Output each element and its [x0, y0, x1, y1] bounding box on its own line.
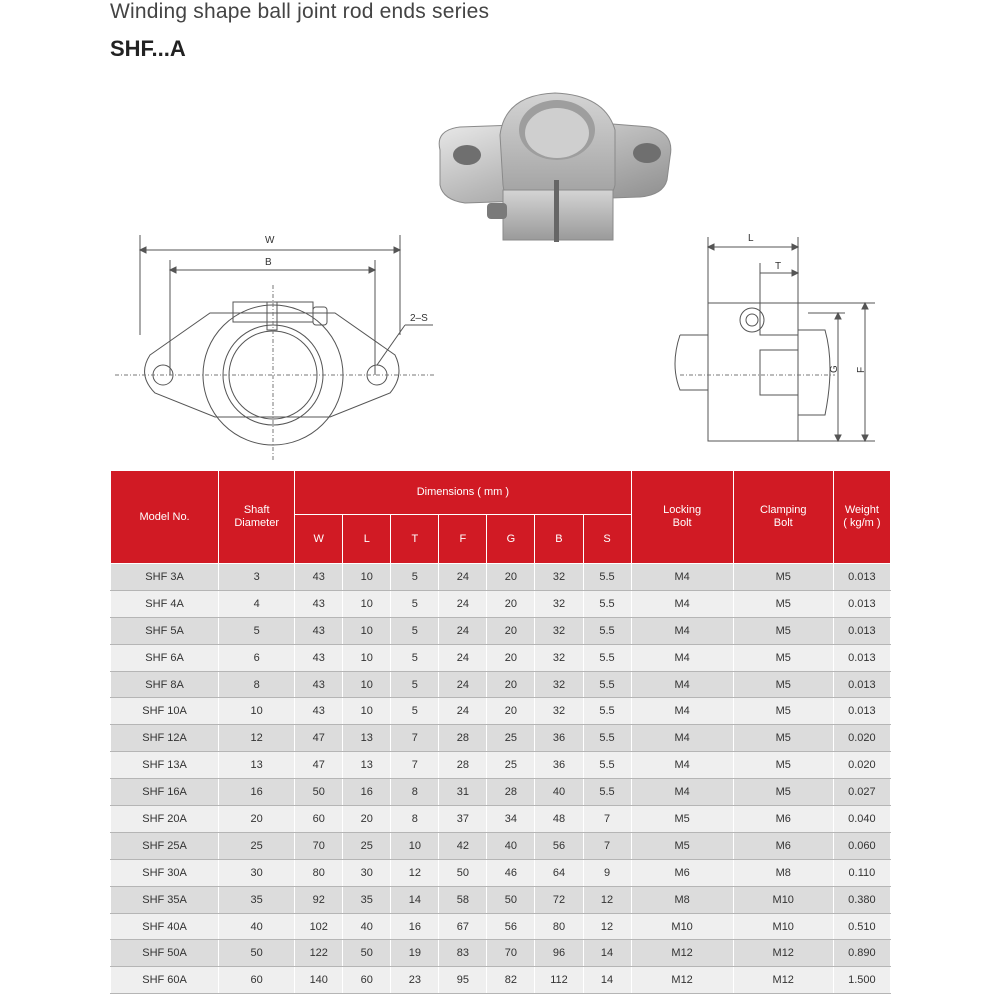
cell-model: SHF 50A [111, 940, 219, 967]
cell-shaft-diameter: 50 [219, 940, 295, 967]
cell-s: 7 [583, 832, 631, 859]
cell-l: 30 [343, 859, 391, 886]
cell-g: 50 [487, 886, 535, 913]
cell-w: 102 [295, 913, 343, 940]
cell-locking-bolt: M6 [631, 859, 733, 886]
cell-t: 5 [391, 617, 439, 644]
cell-clamping-bolt: M5 [733, 617, 833, 644]
cell-weight: 0.380 [833, 886, 890, 913]
cell-model: SHF 5A [111, 617, 219, 644]
dim-label-b: B [265, 257, 272, 268]
cell-g: 20 [487, 644, 535, 671]
table-row [111, 725, 891, 752]
cell-locking-bolt: M4 [631, 590, 733, 617]
cell-weight: 1.500 [833, 967, 890, 994]
cell-weight: 0.013 [833, 644, 890, 671]
cell-s: 12 [583, 913, 631, 940]
cell-f: 28 [439, 725, 487, 752]
dim-label-s: 2–S [410, 313, 428, 324]
cell-model: SHF 13A [111, 752, 219, 779]
cell-shaft-diameter: 16 [219, 779, 295, 806]
cell-b: 32 [535, 617, 583, 644]
cell-s: 5.5 [583, 752, 631, 779]
cell-w: 50 [295, 779, 343, 806]
cell-t: 5 [391, 564, 439, 591]
cell-model: SHF 3A [111, 564, 219, 591]
cell-shaft-diameter: 60 [219, 967, 295, 994]
cell-locking-bolt: M4 [631, 644, 733, 671]
dim-label-f: F [856, 366, 867, 373]
cell-s: 5.5 [583, 564, 631, 591]
cell-f: 24 [439, 564, 487, 591]
cell-shaft-diameter: 3 [219, 564, 295, 591]
cell-weight: 0.013 [833, 617, 890, 644]
cell-f: 83 [439, 940, 487, 967]
table-row [111, 671, 891, 698]
cell-weight: 0.890 [833, 940, 890, 967]
dim-label-g: G [829, 365, 840, 373]
cell-w: 43 [295, 590, 343, 617]
cell-model: SHF 30A [111, 859, 219, 886]
dim-label-l: L [748, 233, 754, 244]
cell-clamping-bolt: M6 [733, 832, 833, 859]
cell-b: 32 [535, 671, 583, 698]
table-row [111, 859, 891, 886]
cell-shaft-diameter: 5 [219, 617, 295, 644]
cell-f: 24 [439, 617, 487, 644]
cell-s: 5.5 [583, 725, 631, 752]
cell-model: SHF 8A [111, 671, 219, 698]
cell-weight: 0.510 [833, 913, 890, 940]
cell-b: 36 [535, 725, 583, 752]
cell-s: 12 [583, 886, 631, 913]
cell-t: 19 [391, 940, 439, 967]
cell-locking-bolt: M12 [631, 967, 733, 994]
header-dimensions: Dimensions ( mm ) [295, 471, 631, 515]
cell-locking-bolt: M4 [631, 698, 733, 725]
cell-b: 36 [535, 752, 583, 779]
cell-w: 60 [295, 806, 343, 833]
table-row [111, 644, 891, 671]
cell-f: 37 [439, 806, 487, 833]
dim-label-t: T [775, 261, 782, 272]
cell-g: 25 [487, 725, 535, 752]
cell-s: 5.5 [583, 644, 631, 671]
cell-s: 5.5 [583, 671, 631, 698]
table-row [111, 806, 891, 833]
cell-shaft-diameter: 13 [219, 752, 295, 779]
cell-l: 35 [343, 886, 391, 913]
header-dim-l: L [343, 515, 391, 564]
cell-weight: 0.013 [833, 590, 890, 617]
header-locking-bolt: Locking Bolt [631, 471, 733, 564]
cell-shaft-diameter: 8 [219, 671, 295, 698]
table-row [111, 779, 891, 806]
cell-locking-bolt: M4 [631, 779, 733, 806]
cell-w: 43 [295, 617, 343, 644]
cell-weight: 0.110 [833, 859, 890, 886]
cell-w: 47 [295, 725, 343, 752]
cell-w: 43 [295, 644, 343, 671]
table-row [111, 752, 891, 779]
header-weight: Weight ( kg/m ) [833, 471, 890, 564]
cell-b: 56 [535, 832, 583, 859]
cell-clamping-bolt: M5 [733, 698, 833, 725]
cell-locking-bolt: M5 [631, 832, 733, 859]
table-row [111, 913, 891, 940]
cell-t: 10 [391, 832, 439, 859]
cell-t: 8 [391, 779, 439, 806]
cell-clamping-bolt: M10 [733, 886, 833, 913]
cell-clamping-bolt: M5 [733, 725, 833, 752]
cell-l: 25 [343, 832, 391, 859]
cell-b: 48 [535, 806, 583, 833]
cell-g: 20 [487, 564, 535, 591]
cell-g: 20 [487, 617, 535, 644]
cell-g: 40 [487, 832, 535, 859]
cell-s: 5.5 [583, 698, 631, 725]
cell-w: 43 [295, 671, 343, 698]
table-row [111, 590, 891, 617]
cell-s: 14 [583, 967, 631, 994]
cell-clamping-bolt: M12 [733, 967, 833, 994]
header-dim-f: F [439, 515, 487, 564]
table-row [111, 967, 891, 994]
cell-b: 80 [535, 913, 583, 940]
cell-w: 47 [295, 752, 343, 779]
cell-b: 96 [535, 940, 583, 967]
cell-shaft-diameter: 10 [219, 698, 295, 725]
cell-model: SHF 25A [111, 832, 219, 859]
cell-locking-bolt: M4 [631, 617, 733, 644]
header-model: Model No. [111, 471, 219, 564]
cell-clamping-bolt: M5 [733, 779, 833, 806]
cell-s: 14 [583, 940, 631, 967]
cell-b: 32 [535, 644, 583, 671]
page-title: Winding shape ball joint rod ends series [110, 0, 490, 23]
cell-model: SHF 10A [111, 698, 219, 725]
cell-clamping-bolt: M12 [733, 940, 833, 967]
cell-t: 5 [391, 644, 439, 671]
cell-shaft-diameter: 12 [219, 725, 295, 752]
cell-b: 40 [535, 779, 583, 806]
cell-g: 20 [487, 671, 535, 698]
cell-f: 31 [439, 779, 487, 806]
header-dim-t: T [391, 515, 439, 564]
cell-f: 24 [439, 671, 487, 698]
cell-shaft-diameter: 30 [219, 859, 295, 886]
cell-g: 70 [487, 940, 535, 967]
cell-f: 50 [439, 859, 487, 886]
series-code: SHF...A [110, 36, 186, 61]
cell-clamping-bolt: M6 [733, 806, 833, 833]
cell-clamping-bolt: M8 [733, 859, 833, 886]
cell-g: 46 [487, 859, 535, 886]
cell-locking-bolt: M5 [631, 806, 733, 833]
cell-l: 20 [343, 806, 391, 833]
cell-f: 58 [439, 886, 487, 913]
cell-l: 10 [343, 698, 391, 725]
table-row [111, 564, 891, 591]
cell-l: 10 [343, 671, 391, 698]
cell-locking-bolt: M4 [631, 564, 733, 591]
cell-l: 40 [343, 913, 391, 940]
cell-clamping-bolt: M5 [733, 590, 833, 617]
cell-f: 28 [439, 752, 487, 779]
cell-f: 67 [439, 913, 487, 940]
cell-t: 5 [391, 698, 439, 725]
cell-clamping-bolt: M5 [733, 564, 833, 591]
cell-w: 92 [295, 886, 343, 913]
cell-w: 43 [295, 698, 343, 725]
cell-w: 140 [295, 967, 343, 994]
cell-b: 32 [535, 698, 583, 725]
cell-clamping-bolt: M5 [733, 644, 833, 671]
cell-w: 80 [295, 859, 343, 886]
cell-s: 5.5 [583, 590, 631, 617]
header-shaft-diameter: Shaft Diameter [219, 471, 295, 564]
cell-g: 20 [487, 698, 535, 725]
cell-model: SHF 35A [111, 886, 219, 913]
cell-f: 24 [439, 590, 487, 617]
table-row [111, 832, 891, 859]
cell-model: SHF 12A [111, 725, 219, 752]
cell-model: SHF 4A [111, 590, 219, 617]
cell-w: 43 [295, 564, 343, 591]
cell-l: 50 [343, 940, 391, 967]
cell-t: 7 [391, 725, 439, 752]
cell-l: 13 [343, 752, 391, 779]
cell-b: 112 [535, 967, 583, 994]
cell-t: 5 [391, 671, 439, 698]
header-dim-b: B [535, 515, 583, 564]
cell-weight: 0.020 [833, 725, 890, 752]
cell-b: 72 [535, 886, 583, 913]
table-row [111, 886, 891, 913]
cell-shaft-diameter: 6 [219, 644, 295, 671]
cell-b: 32 [535, 564, 583, 591]
cell-f: 42 [439, 832, 487, 859]
product-photo [425, 85, 685, 255]
cell-s: 5.5 [583, 779, 631, 806]
cell-weight: 0.020 [833, 752, 890, 779]
cell-l: 10 [343, 564, 391, 591]
cell-locking-bolt: M10 [631, 913, 733, 940]
cell-model: SHF 20A [111, 806, 219, 833]
cell-g: 34 [487, 806, 535, 833]
cell-l: 10 [343, 644, 391, 671]
cell-w: 70 [295, 832, 343, 859]
cell-model: SHF 16A [111, 779, 219, 806]
cell-model: SHF 6A [111, 644, 219, 671]
front-view-drawing [115, 225, 435, 460]
cell-t: 8 [391, 806, 439, 833]
cell-g: 56 [487, 913, 535, 940]
cell-t: 5 [391, 590, 439, 617]
cell-weight: 0.013 [833, 698, 890, 725]
cell-t: 23 [391, 967, 439, 994]
table-row [111, 617, 891, 644]
cell-b: 64 [535, 859, 583, 886]
cell-s: 9 [583, 859, 631, 886]
cell-locking-bolt: M4 [631, 725, 733, 752]
cell-g: 25 [487, 752, 535, 779]
cell-weight: 0.040 [833, 806, 890, 833]
cell-model: SHF 60A [111, 967, 219, 994]
dim-label-w: W [265, 235, 275, 246]
cell-b: 32 [535, 590, 583, 617]
cell-locking-bolt: M12 [631, 940, 733, 967]
cell-shaft-diameter: 40 [219, 913, 295, 940]
cell-w: 122 [295, 940, 343, 967]
cell-locking-bolt: M8 [631, 886, 733, 913]
cell-l: 16 [343, 779, 391, 806]
cell-weight: 0.013 [833, 671, 890, 698]
cell-t: 7 [391, 752, 439, 779]
cell-f: 24 [439, 698, 487, 725]
cell-f: 95 [439, 967, 487, 994]
cell-weight: 0.060 [833, 832, 890, 859]
cell-g: 28 [487, 779, 535, 806]
header-clamping-bolt: Clamping Bolt [733, 471, 833, 564]
cell-clamping-bolt: M5 [733, 752, 833, 779]
cell-l: 13 [343, 725, 391, 752]
header-dim-w: W [295, 515, 343, 564]
cell-locking-bolt: M4 [631, 752, 733, 779]
cell-l: 10 [343, 617, 391, 644]
header-dim-g: G [487, 515, 535, 564]
cell-g: 82 [487, 967, 535, 994]
cell-t: 12 [391, 859, 439, 886]
cell-g: 20 [487, 590, 535, 617]
cell-t: 16 [391, 913, 439, 940]
cell-shaft-diameter: 20 [219, 806, 295, 833]
cell-locking-bolt: M4 [631, 671, 733, 698]
cell-l: 60 [343, 967, 391, 994]
cell-s: 5.5 [583, 617, 631, 644]
cell-model: SHF 40A [111, 913, 219, 940]
cell-clamping-bolt: M5 [733, 671, 833, 698]
side-view-drawing [660, 225, 890, 460]
cell-shaft-diameter: 25 [219, 832, 295, 859]
header-dim-s: S [583, 515, 631, 564]
cell-shaft-diameter: 4 [219, 590, 295, 617]
specification-table [110, 470, 891, 994]
cell-l: 10 [343, 590, 391, 617]
cell-t: 14 [391, 886, 439, 913]
cell-shaft-diameter: 35 [219, 886, 295, 913]
cell-clamping-bolt: M10 [733, 913, 833, 940]
table-row [111, 940, 891, 967]
table-row [111, 698, 891, 725]
cell-s: 7 [583, 806, 631, 833]
cell-f: 24 [439, 644, 487, 671]
cell-weight: 0.027 [833, 779, 890, 806]
cell-weight: 0.013 [833, 564, 890, 591]
